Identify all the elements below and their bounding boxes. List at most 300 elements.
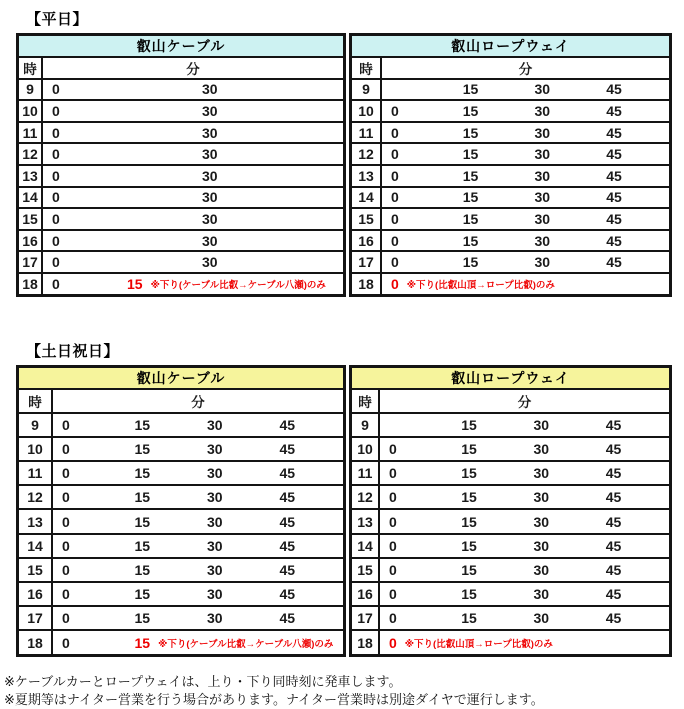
minute-cell [597,562,669,578]
timetable-row [352,166,669,188]
hour-cell: 13 [352,166,382,186]
timetable-row [19,80,343,102]
minute-value: 45 [606,167,622,184]
timetable-row [352,535,669,559]
hour-cell: 10 [352,438,380,460]
hour-cell: 16 [19,583,53,605]
hour-cell: 18 [19,274,43,294]
minute-value: 0 [52,210,60,227]
minute-value: 45 [605,416,622,433]
minute-value: 15 [462,146,479,163]
minute-cell [193,103,268,119]
hour-cell: 13 [352,510,380,532]
minute-cell [380,514,452,530]
minute-cell [382,168,454,184]
minute-cell [193,168,268,184]
minute-cells [382,252,669,272]
timetable-row [19,510,343,534]
minute-cell [118,275,326,292]
minute-value: 15 [461,537,477,554]
minute-cell [597,586,669,602]
minute-value: 30 [207,465,223,482]
minute-cell [53,465,126,481]
minute-cell [380,586,452,602]
minute-value: 0 [389,561,397,578]
minute-cell [126,562,199,578]
minute-value: 0 [391,254,399,271]
minute-value: 30 [207,441,223,457]
minute-value: 0 [62,489,70,506]
hour-cell: 17 [352,252,382,272]
minute-cell [526,81,598,97]
minute-value: 30 [533,610,550,627]
minute-cells [43,188,343,208]
minute-value: 15 [461,416,477,433]
minute-cell [198,465,271,481]
hour-cell: 10 [19,438,53,460]
minute-cell [198,441,271,457]
weekend-section [0,340,684,657]
minute-cell [271,586,344,602]
hour-cell: 9 [352,80,382,100]
minute-value: 45 [605,465,622,482]
minute-value: 30 [533,537,550,554]
timetable-row [19,631,343,653]
timetable-row [352,559,669,583]
minute-value: 45 [606,232,622,249]
minute-cell [454,254,526,270]
minute-cells [53,438,343,460]
minute-value: 45 [605,489,622,506]
hour-header: 時 [352,390,380,412]
weekend-label: 【土日祝日】 [26,342,120,360]
minute-value: 30 [534,210,551,227]
minute-cell [452,417,524,433]
timetable-row [352,438,669,462]
minute-cell [43,254,118,270]
minute-cell [53,538,126,554]
minute-value: 45 [279,489,296,506]
minute-value: 45 [606,146,622,163]
header-row [352,58,669,80]
minute-value: 45 [605,610,622,627]
minute-value: 45 [279,465,296,482]
minute-value: 0 [389,586,397,603]
minute-value: 30 [533,416,550,433]
minute-cell [53,441,126,457]
timetable-row [19,144,343,166]
timetable-row [19,188,343,210]
minute-value: 0 [389,634,397,651]
minute-value: 45 [605,513,622,530]
minute-cell [382,233,454,249]
hour-cell: 13 [19,510,53,532]
timetable-row [19,252,343,274]
minute-value: 15 [462,210,479,227]
minute-value: 15 [134,561,151,578]
minute-value: 45 [605,586,622,603]
minute-value: 15 [462,254,479,271]
weekday-table-pair [16,33,684,297]
minute-cell [382,275,555,292]
hour-cell: 9 [352,414,380,436]
hour-header: 時 [19,58,43,78]
minute-cell [193,189,268,205]
minute-cell [382,146,454,162]
minute-cell [454,211,526,227]
timetable-row [352,252,669,274]
minute-value: 30 [533,489,550,506]
hour-cell: 17 [19,607,53,629]
minute-cell [43,81,118,97]
minute-value: 30 [202,210,218,227]
minute-cells [382,101,669,121]
minute-cell [526,103,598,119]
minute-cell [526,211,598,227]
minute-cell [53,586,126,602]
minute-cell [43,146,118,162]
timetable-row [19,438,343,462]
minute-value: 30 [202,102,218,119]
minute-cell [525,586,597,602]
header-row [352,390,669,414]
header-row [19,390,343,414]
minute-cell [126,586,199,602]
minute-cells [43,144,343,164]
minute-cell [597,465,669,481]
minute-cell [198,562,271,578]
service-note: ※下り(比叡山頂→ロープ比叡)のみ [406,279,555,291]
minute-cell [525,538,597,554]
hour-cell: 14 [19,535,53,557]
minute-cell [525,562,597,578]
minute-cell [43,276,118,292]
timetable-row [19,559,343,583]
minute-value: 30 [534,232,551,249]
minute-value: 0 [52,232,60,249]
minute-cell [380,538,452,554]
minute-cell [271,538,344,554]
hour-cell: 16 [352,231,382,251]
minute-value: 30 [207,610,223,627]
minute-cell [597,441,669,457]
timetable-row [352,274,669,294]
minute-cells [380,462,669,484]
minute-value: 30 [534,254,551,271]
minute-value: 0 [62,561,70,578]
timetable-row [352,144,669,166]
minute-cell [526,146,598,162]
minute-cell [126,610,199,626]
minute-cells [43,231,343,251]
minute-cell [126,417,199,433]
minute-value: 0 [391,102,399,119]
minute-value: 30 [202,146,218,163]
minute-cell [526,254,598,270]
minute-value: 0 [62,441,70,457]
minute-cells [43,123,343,143]
minute-cell [198,514,271,530]
minute-cells [53,414,343,436]
minute-value: 0 [62,610,70,627]
minute-value: 30 [202,254,218,271]
weekend-cable-table [16,365,346,657]
minute-value: 15 [134,634,151,651]
table-title: 叡山ケーブル [19,368,343,390]
minute-cell [597,211,669,227]
minute-value: 30 [202,167,218,184]
minute-value: 45 [279,416,296,433]
minute-cells [382,231,669,251]
minute-cell [126,514,199,530]
minute-cells [43,166,343,186]
minute-value: 45 [605,537,622,554]
timetable-row [352,123,669,145]
service-note: ※下り(比叡山頂→ロープ比叡)のみ [404,638,553,650]
minute-value: 45 [279,441,296,457]
weekday-ropeway-table [349,33,672,297]
minute-value: 30 [202,81,218,98]
minute-value: 45 [606,102,622,119]
minute-value: 45 [279,561,296,578]
minute-value: 15 [462,167,479,184]
minute-cells [380,535,669,557]
minute-value: 45 [606,210,622,227]
weekday-section [0,8,684,297]
minute-cell [43,233,118,249]
minute-value: 45 [605,561,622,578]
hour-header: 時 [19,390,53,412]
minute-value: 15 [461,489,477,506]
timetable-row [19,486,343,510]
minute-header: 分 [186,61,200,77]
hour-cell: 18 [352,631,380,653]
footnote-line: ※ケーブルカーとロープウェイは、上り・下り同時刻に発車します。 [4,673,402,689]
minute-value: 15 [462,102,479,119]
minute-value: 15 [462,232,479,249]
minute-cell [193,254,268,270]
minute-cells [43,274,343,294]
minute-value: 15 [134,465,151,482]
timetable-row [19,101,343,123]
minute-cell [198,489,271,505]
minute-value: 0 [52,189,60,206]
minute-value: 15 [462,124,479,141]
hour-cell: 17 [352,607,380,629]
timetable-row [352,486,669,510]
minute-cells [53,535,343,557]
weekend-table-pair [16,365,684,657]
minute-cell [193,211,268,227]
minute-value: 0 [389,610,397,627]
minute-cell [53,610,126,626]
hour-cell: 13 [19,166,43,186]
hour-cell: 16 [352,583,380,605]
timetable-row [352,80,669,102]
minute-value: 45 [605,441,622,457]
minute-cell [53,635,126,651]
minute-cell [380,465,452,481]
hour-cell: 18 [352,274,382,294]
minute-cells [382,209,669,229]
minute-cell [597,168,669,184]
minute-cell [452,489,524,505]
minute-value: 45 [279,610,296,627]
table-title: 叡山ロープウェイ [352,36,669,58]
minute-cells [382,80,669,100]
minute-cell [454,81,526,97]
timetable-row [19,583,343,607]
minute-cell [597,103,669,119]
service-note: ※下り(ケーブル比叡→ケーブル八瀬)のみ [150,279,326,291]
minute-value: 30 [202,124,218,141]
minute-value: 0 [391,167,399,184]
minute-cell [198,610,271,626]
minute-cells [382,123,669,143]
hour-cell: 17 [19,252,43,272]
minute-value: 30 [202,189,218,206]
timetable-row [19,166,343,188]
minute-value: 0 [52,124,60,141]
footnote-line: ※夏期等はナイター営業を行う場合があります。ナイター営業時は別途ダイヤで運行します。 [4,691,544,707]
minute-cell [53,489,126,505]
hour-cell: 16 [19,231,43,251]
minute-cell [452,610,524,626]
minute-value: 15 [461,441,477,457]
hour-cell: 12 [352,486,380,508]
timetable-row [352,462,669,486]
minute-cell [380,634,553,651]
service-note: ※下り(ケーブル比叡→ケーブル八瀬)のみ [158,638,334,650]
footnotes [4,673,684,709]
minute-cell [43,168,118,184]
minute-cell [452,562,524,578]
minute-cell [597,146,669,162]
minute-value: 15 [127,275,143,292]
minute-value: 0 [389,489,397,506]
minute-value: 30 [207,586,223,603]
hour-header: 時 [352,58,382,78]
minute-cell [380,610,452,626]
minute-value: 0 [62,416,70,433]
minute-value: 15 [134,441,151,457]
minute-cell [382,103,454,119]
timetable-row [19,209,343,231]
hour-cell: 12 [19,486,53,508]
minute-value: 30 [207,561,223,578]
minute-cell [126,634,334,651]
minute-value: 15 [134,586,151,603]
minute-value: 0 [389,537,397,554]
minute-cell [526,189,598,205]
minute-value: 45 [279,537,296,554]
minute-cells [43,80,343,100]
timetable-row [19,535,343,559]
table-title: 叡山ロープウェイ [352,368,669,390]
minute-cell [597,489,669,505]
minute-cell [526,233,598,249]
minute-value: 30 [533,513,550,530]
hour-cell: 11 [352,123,382,143]
minute-cells [53,631,343,653]
minute-cells [53,607,343,629]
minute-value: 30 [534,189,551,206]
minute-cell [193,233,268,249]
minute-value: 0 [389,441,397,457]
minute-cell [271,489,344,505]
weekday-label: 【平日】 [26,11,89,28]
minute-value: 45 [606,124,622,141]
minute-cell [454,168,526,184]
minute-cell [43,189,118,205]
hour-cell: 12 [352,144,382,164]
minute-value: 30 [207,513,223,530]
minute-value: 30 [534,146,551,163]
minute-value: 30 [533,586,550,603]
minute-value: 0 [52,275,60,292]
minute-value: 30 [533,561,550,578]
hour-cell: 10 [352,101,382,121]
minute-cell [126,441,199,457]
minute-cells [382,188,669,208]
timetable-row [352,188,669,210]
minute-value: 0 [391,124,399,141]
timetable-row [19,231,343,253]
hour-cell: 11 [352,462,380,484]
minute-cell [380,441,452,457]
minute-value: 0 [62,465,70,482]
minute-value: 30 [533,441,550,457]
hour-cell: 15 [352,559,380,581]
minute-cell [382,189,454,205]
minute-cell [271,562,344,578]
minute-value: 15 [462,189,479,206]
timetable-row [352,231,669,253]
minute-value: 0 [391,275,399,292]
minute-cell [53,514,126,530]
minute-cell [526,125,598,141]
hour-cell: 14 [352,188,382,208]
minute-cell [382,125,454,141]
minute-cells [380,438,669,460]
minute-value: 30 [207,416,223,433]
minute-value: 30 [534,167,551,184]
minute-cell [198,586,271,602]
minute-cell [382,254,454,270]
minute-value: 45 [279,586,296,603]
minute-value: 45 [606,81,622,98]
hour-cell: 15 [19,559,53,581]
timetable-row [352,414,669,438]
minute-cells [380,414,669,436]
minute-cell [454,125,526,141]
minute-cell [454,189,526,205]
minute-cell [53,417,126,433]
hour-cell: 11 [19,123,43,143]
minute-cell [198,417,271,433]
timetable-row [19,274,343,294]
minute-cell [597,514,669,530]
minute-value: 15 [134,416,151,433]
minute-cell [43,211,118,227]
minute-cell [452,538,524,554]
minute-cell [452,441,524,457]
minute-value: 0 [391,232,399,249]
minute-cell [525,610,597,626]
minute-value: 15 [461,513,477,530]
timetable-row [352,583,669,607]
minute-cell [452,586,524,602]
